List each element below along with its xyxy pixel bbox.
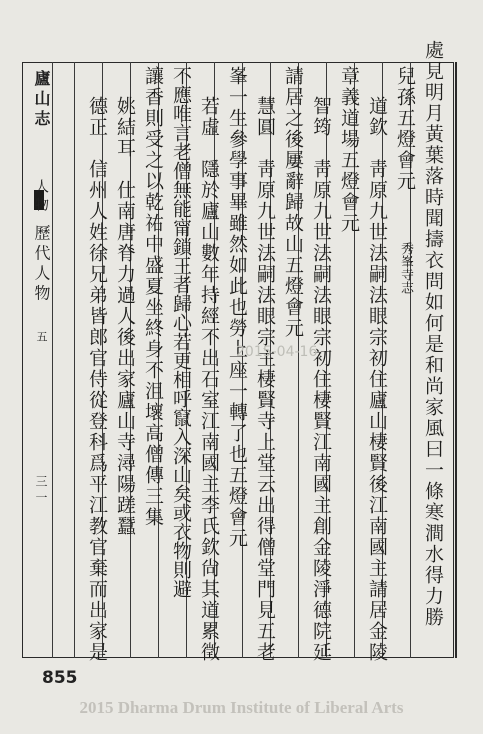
margin-book-title: 廬山志	[32, 70, 51, 130]
scan-watermark: 2015-04-16	[236, 344, 318, 360]
text-column-1: 處見明月黃葉落時聞擣衣問如何是和尚家風曰一條寒澗水得力勝	[422, 40, 444, 628]
text-column-5: 智筠 靑原九世法嗣法眼宗初住棲賢江南國主創金陵淨德院延	[310, 96, 332, 663]
footer-copyright: 2015 Dharma Drum Institute of Liberal Arts	[79, 698, 404, 717]
text-column-8: 峯一生參學事畢雖然如此也勞上座一轉了也五燈會元	[226, 66, 248, 549]
margin-leaf-number: 三一	[34, 475, 48, 508]
margin-volume: 五	[35, 331, 48, 347]
annotation-kanban: 秀峯寺志	[398, 242, 413, 294]
text-column-2	[391, 66, 419, 678]
margin-column	[30, 70, 53, 507]
text-column-7: 慧圓 靑原九世法嗣法眼宗主棲賢寺上堂云出得僧堂門見五老	[254, 96, 276, 663]
text-column-13: 德正 信州人姓徐兄弟皆郎官侍從登科爲平江教官棄而出家是	[86, 96, 108, 663]
text-column-10: 不應唯言老僧無能甯鎖王者歸心若更相呼竄入深山矣或衣物則避	[170, 66, 192, 598]
margin-subsection: 歷代人物	[32, 224, 51, 305]
text-column-11: 讓香則受之以乾祐中盛夏坐終身不沮壞高僧傳三集	[142, 66, 164, 528]
column-rule	[74, 62, 75, 658]
column-text: 兒孫五燈會元	[394, 66, 416, 192]
text-column-9: 若虛 隱於廬山數年持經不出石室江南國主李氏欽尙其道累徵	[198, 96, 220, 663]
margin-section: 人物	[33, 179, 49, 216]
text-column-4: 章義道場五燈會元	[338, 66, 360, 234]
text-column-6: 請居之後屢辭歸故山五燈會元	[282, 66, 304, 339]
page-number: 855	[42, 668, 78, 688]
text-column-12: 姚結耳 仕南唐脊力過人後出家廬山寺潯陽蹉蠶	[114, 96, 136, 537]
text-column-3: 道欽 靑原九世法嗣法眼宗初住廬山棲賢後江南國主請居金陵	[366, 96, 388, 663]
